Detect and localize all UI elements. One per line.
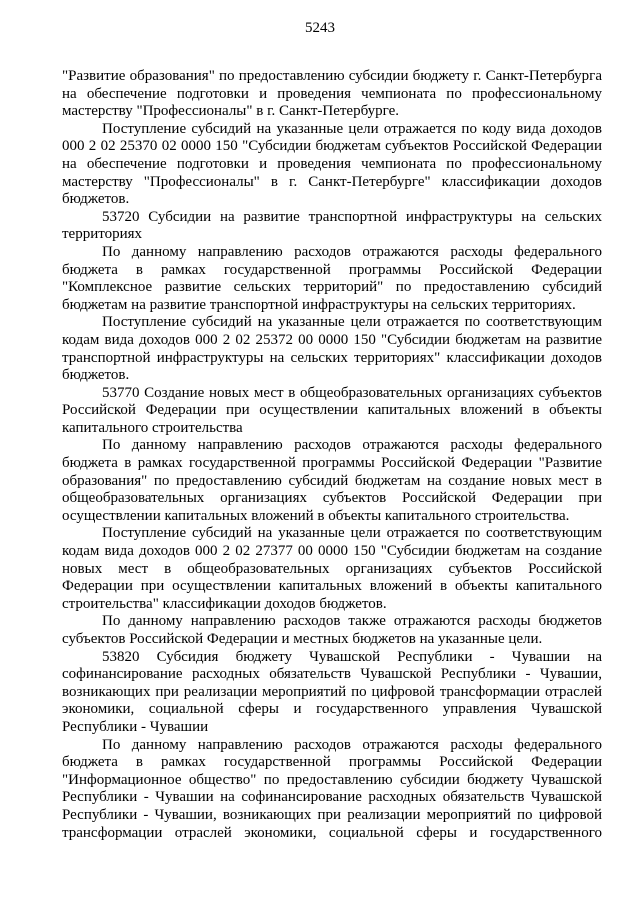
paragraph: Поступление субсидий на указанные цели отражается по соответствующим кодам вида доходов 000 2 02 27377 00 0000 150 "Субсидии бюджетам на создание новых мест в общеобразовательных организациях субъектов Российской Федерации при осуществлении капитальных вложений в объекты капитального строительства" классификации доходов бюджетов. [62,525,602,612]
section-heading: 53720 Субсидии на развитие транспортной инфраструктуры на сельских территориях [62,208,602,243]
paragraph: По данному направлению расходов отражаются расходы федерального бюджета в рамках государственной программы Российской Федерации "Развитие образования" по предоставлению субсидий бюджетам на создание новых мест в общеобразовательных организациях субъектов Российской Федерации при осуществлении капитальных вложений в объекты капитального строительства. [62,437,602,524]
section-heading: 53820 Субсидия бюджету Чувашской Республики - Чувашии на софинансирование расходных обязательств Чувашской Республики - Чувашии, возникающих при реализации мероприятий по цифровой трансформации отраслей экономики, социальной сферы и государственного управления Чувашской Республики - Чувашии [62,648,602,735]
paragraph: По данному направлению расходов отражаются расходы федерального бюджета в рамках государственной программы Российской Федерации "Комплексное развитие сельских территорий" по предоставлению субсидий бюджетам на развитие транспортной инфраструктуры на сельских территориях. [62,243,602,313]
paragraph: "Развитие образования" по предоставлению субсидии бюджету г. Санкт-Петербурга на обеспечение подготовки и проведения чемпионата по профессиональному мастерству "Профессионалы" в г. Санкт-Петербурге. [62,68,602,120]
paragraph: По данному направлению расходов отражаются расходы федерального бюджета в рамках государственной программы Российской Федерации "Информационное общество" по предоставлению субсидии бюджету Чувашской Республики - Чувашии на софинансирование расходных обязательств Чувашской Республики - Чувашии, возникающих при реализации мероприятий по цифровой трансформации отраслей экономики, социальной сферы и государственного [62,736,602,841]
document-body [62,68,602,842]
paragraph: Поступление субсидий на указанные цели отражается по коду вида доходов 000 2 02 25370 02 0000 150 "Субсидии бюджетам субъектов Российской Федерации на обеспечение подготовки и проведения чемпионата по профессиональному мастерству "Профессионалы" в г. Санкт-Петербурге" классификации доходов бюджетов. [62,120,602,208]
page-number: 5243 [305,20,335,36]
paragraph: По данному направлению расходов также отражаются расходы бюджетов субъектов Российской Федерации и местных бюджетов на указанные цели. [62,613,602,647]
section-heading: 53770 Создание новых мест в общеобразовательных организациях субъектов Российской Федерации при осуществлении капитальных вложений в объекты капитального строительства [62,384,602,436]
paragraph: Поступление субсидий на указанные цели отражается по соответствующим кодам вида доходов 000 2 02 25372 00 0000 150 "Субсидии бюджетам на развитие транспортной инфраструктуры на сельских территориях" классификации доходов бюджетов. [62,314,602,384]
